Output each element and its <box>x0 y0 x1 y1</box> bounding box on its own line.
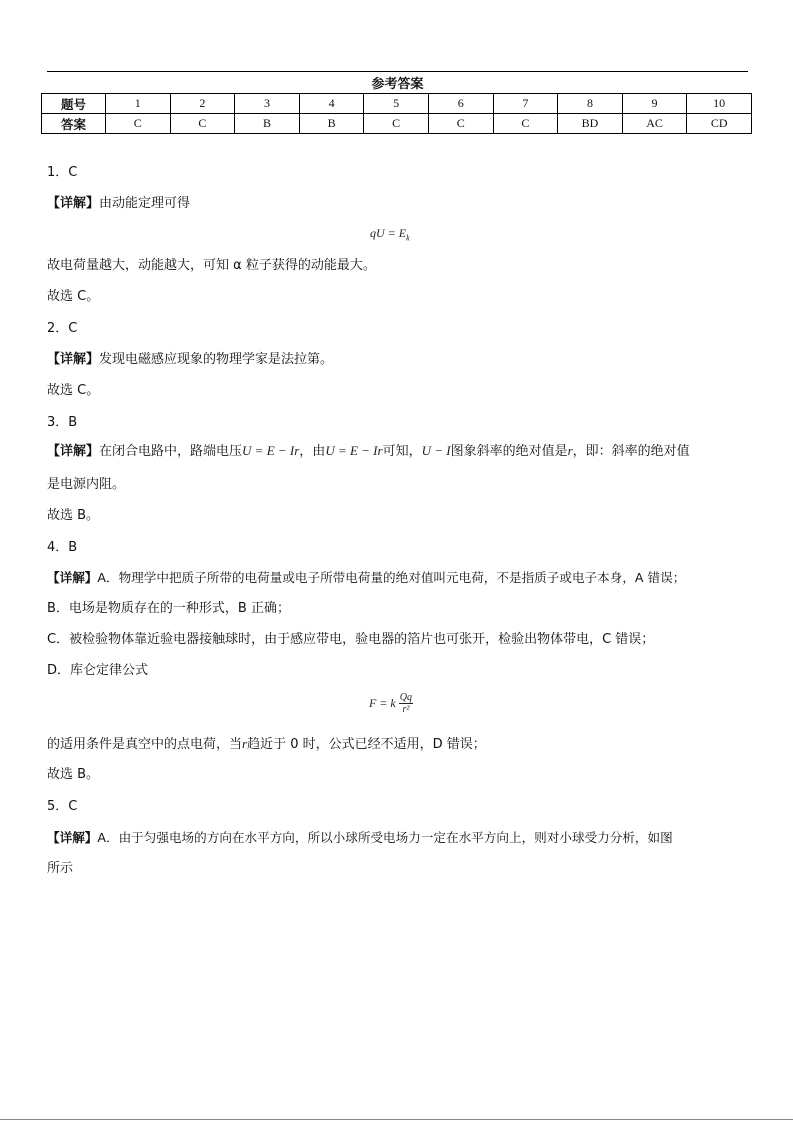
q3-conclusion: 故选 B。 <box>47 508 100 523</box>
q3-detail <box>47 443 690 460</box>
table-cell: BD <box>558 114 623 134</box>
q5-line2: 所示 <box>47 861 74 876</box>
table-cell: B <box>235 114 300 134</box>
q4-formula <box>369 692 413 715</box>
table-cell: AC <box>622 114 687 134</box>
q4-variable-r: r <box>242 736 248 751</box>
q3-text-part: ，由 <box>299 444 326 459</box>
top-rule <box>47 71 748 72</box>
answer-table <box>41 93 752 134</box>
q4-condition-text: 趋近于 0 时，公式已经不适用，D 错误； <box>247 737 486 752</box>
row-label-answer: 答案 <box>42 114 106 134</box>
q2-detail <box>47 352 333 368</box>
q3-text-part: ，即：斜率的绝对值 <box>572 444 690 459</box>
q1-formula <box>370 226 410 242</box>
table-cell: 7 <box>493 94 558 114</box>
table-cell: C <box>170 114 235 134</box>
q1-heading: 1．C <box>47 165 78 180</box>
q2-conclusion: 故选 C。 <box>47 383 100 398</box>
table-cell: 2 <box>170 94 235 114</box>
table-cell: B <box>299 114 364 134</box>
bottom-rule <box>0 1119 793 1120</box>
table-cell: 8 <box>558 94 623 114</box>
q4-conclusion: 故选 B。 <box>47 767 100 782</box>
table-cell: CD <box>687 114 752 134</box>
q1-line2: 故电荷量越大，动能越大，可知 α 粒子获得的动能最大。 <box>47 258 376 273</box>
table-row-numbers <box>42 94 752 114</box>
q3-text-part: 可知， <box>382 444 422 459</box>
q4-condition <box>47 736 486 753</box>
q3-text-part: 图象斜率的绝对值是 <box>450 444 568 459</box>
q1-formula-main: qU = E <box>370 226 407 240</box>
q4-fraction-num: Qq <box>399 692 412 703</box>
q4-option-d: D．库仑定律公式 <box>47 663 149 678</box>
q4-option-a <box>47 570 685 586</box>
table-cell: 3 <box>235 94 300 114</box>
q4-heading: 4．B <box>47 540 78 555</box>
table-cell: C <box>364 114 429 134</box>
q1-detail <box>47 196 190 212</box>
q1-conclusion: 故选 C。 <box>47 289 100 304</box>
q2-heading: 2．C <box>47 321 78 336</box>
detail-tag: 【详解】 <box>47 830 98 845</box>
table-cell: 6 <box>428 94 493 114</box>
detail-tag: 【详解】 <box>47 196 100 211</box>
q4-fraction <box>399 692 413 715</box>
detail-tag: 【详解】 <box>47 570 98 585</box>
q4-condition-text: 的适用条件是真空中的点电荷，当 <box>47 737 243 752</box>
q2-detail-text: 发现电磁感应现象的物理学家是法拉第。 <box>99 352 334 367</box>
q4-formula-left: F = k <box>369 696 396 710</box>
q5-a-text: A．由于匀强电场的方向在水平方向，所以小球所受电场力一定在水平方向上，则对小球受力分析，如图 <box>97 830 673 845</box>
q3-formula-3: U − I <box>421 443 451 458</box>
table-row-answers <box>42 114 752 134</box>
q1-formula-sub: k <box>406 233 410 243</box>
table-cell: C <box>428 114 493 134</box>
q4-a-text: A．物理学中把质子所带的电荷量或电子所带电荷量的绝对值叫元电荷，不是指质子或电子本身，A 错误； <box>97 570 686 585</box>
table-cell: C <box>493 114 558 134</box>
table-cell: 10 <box>687 94 752 114</box>
page-title: 参考答案 <box>371 77 424 92</box>
detail-tag: 【详解】 <box>47 444 100 459</box>
q3-line2: 是电源内阻。 <box>47 477 126 492</box>
table-cell: 1 <box>106 94 171 114</box>
q5-option-a <box>47 830 673 846</box>
table-cell: C <box>106 114 171 134</box>
detail-tag: 【详解】 <box>47 352 100 367</box>
row-label-number: 题号 <box>42 94 106 114</box>
q1-detail-text: 由动能定理可得 <box>99 196 191 211</box>
q5-heading: 5．C <box>47 799 78 814</box>
q3-formula-4: r <box>567 443 573 458</box>
table-cell: 4 <box>299 94 364 114</box>
q3-formula-2: U = E − Ir <box>325 443 383 458</box>
q4-fraction-den: r² <box>402 704 410 715</box>
q3-heading: 3．B <box>47 415 78 430</box>
q3-text-part: 在闭合电路中，路端电压 <box>99 444 243 459</box>
q4-option-c: C．被检验物体靠近验电器接触球时，由于感应带电，验电器的箔片也可张开，检验出物体带电，C 错误； <box>47 632 655 647</box>
table-cell: 9 <box>622 94 687 114</box>
table-cell: 5 <box>364 94 429 114</box>
q3-formula-1: U = E − Ir <box>242 443 300 458</box>
q4-option-b: B．电场是物质存在的一种形式，B 正确； <box>47 601 290 616</box>
